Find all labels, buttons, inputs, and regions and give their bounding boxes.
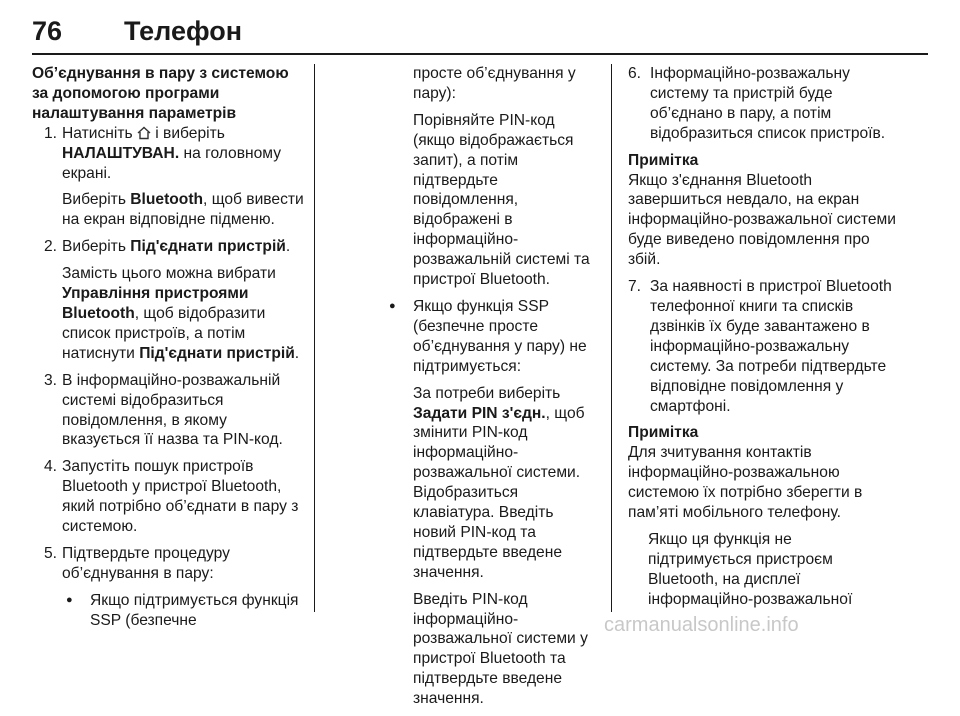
bullet-no-ssp-detail: За потреби виберіть Задати PIN з'єдн., щоб змінити PIN-код інформаційно-розважальної системи. Відобразиться клавіатура. Введіть новий PIN-код та підтвердьте введене значення. xyxy=(413,384,585,581)
step-number: 7. xyxy=(628,278,642,296)
step-3: 3. В інформаційно-розважальній системі відобразиться повідомлення, в якому вказується її назва та PIN-код. xyxy=(44,371,283,449)
note-title: Примітка xyxy=(628,151,699,169)
note-text: Якщо з'єднання Bluetooth завершиться невдало, на екран інформаційно-розважальної системи буде виведено повідомлення про збій. xyxy=(628,171,896,269)
page-header xyxy=(32,12,928,52)
column-3 xyxy=(628,64,898,617)
step-number: 4. xyxy=(44,458,58,476)
column-divider-1 xyxy=(314,64,315,612)
bullet-no-ssp-detail-2: Введіть PIN-код інформаційно-розважальної системи у пристрої Bluetooth та підтвердьте введене значення. xyxy=(413,590,588,708)
note-title: Примітка xyxy=(628,424,699,442)
step-5: 5. Підтвердьте процедуру об’єднування в пару: xyxy=(44,544,230,582)
step-number: 3. xyxy=(44,371,58,389)
bullet-dot-icon: ● xyxy=(66,593,73,606)
bullet-ssp-detail: Порівняйте PIN-код (якщо відображається запит), а потім підтвердьте повідомлення, відображені в інформаційно-розважальній системі та пристрої Bluetooth. xyxy=(413,111,590,289)
note-text: Для зчитування контактів інформаційно-розважальною системою їх потрібно зберегти в пам’яті мобільного телефону. xyxy=(628,444,863,522)
bullet-no-ssp: ● Якщо функція SSP (безпечне просте об’єднування у пару) не підтримується: xyxy=(389,297,587,375)
step-number: 6. xyxy=(628,65,642,82)
section-heading: Об’єднування в пару з системою за допомогою програми налаштування параметрів xyxy=(32,65,289,122)
step-1: 1. Натисніть і виберіть НАЛАШТУВАН. на головному екрані. xyxy=(44,124,281,182)
page-number: 76 xyxy=(32,16,63,46)
bullet-dot-icon: ● xyxy=(389,299,396,312)
header-rule xyxy=(32,53,928,55)
page-title: Телефон xyxy=(124,16,243,46)
watermark: carmanualsonline.info xyxy=(604,614,799,636)
step-1-detail: Виберіть Bluetooth, щоб вивести на екран відповідне підменю. xyxy=(62,191,304,229)
step-7: 7. За наявності в пристрої Bluetooth телефонної книги та списків дзвінків їх буде завантажено в інформаційно-розважальну систему. За потреби підтвердьте відповідне повідомлення у смартфоні. xyxy=(628,278,892,415)
step-2: 2. Виберіть Під'єднати пристрій. xyxy=(44,238,291,256)
step-2-detail: Замість цього можна вибрати Управління пристроями Bluetooth, щоб відобразити список пристроїв, а потім натиснути Під'єднати пристрій. xyxy=(62,265,300,362)
bullet-ssp: ● Якщо підтримується функція SSP (безпечне xyxy=(66,591,299,629)
step-number: 2. xyxy=(44,238,58,256)
step-6: 6. Інформаційно-розважальну систему та пристрій буде об’єднано в пару, а потім відобразиться список пристроїв. xyxy=(628,65,886,142)
step-4: 4. Запустіть пошук пристроїв Bluetooth у пристрої Bluetooth, який потрібно об’єднати в пару з системою. xyxy=(44,458,299,536)
step-number: 1. xyxy=(44,124,58,142)
column-divider-2 xyxy=(611,64,612,612)
home-icon xyxy=(137,126,151,140)
bullet-ssp-cont: просте об’єднування у пару): xyxy=(413,65,576,102)
closing-paragraph: Якщо ця функція не підтримується пристроєм Bluetooth, на дисплеї інформаційно-розважальної xyxy=(648,530,853,608)
column-1 xyxy=(32,64,304,638)
step-number: 5. xyxy=(44,544,58,562)
column-2 xyxy=(385,64,597,716)
